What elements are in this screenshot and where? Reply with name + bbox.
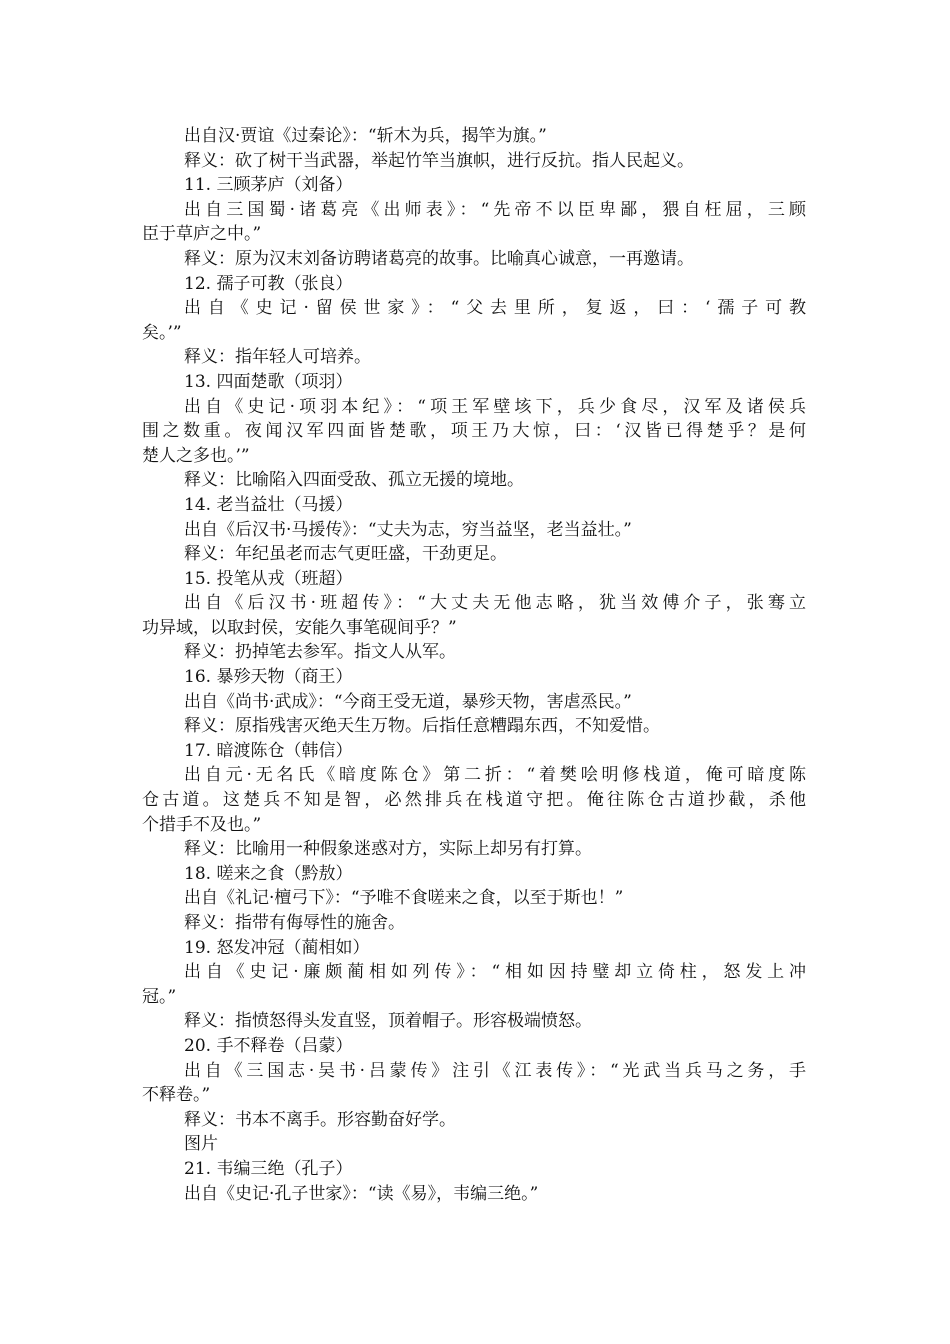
text-line: 出自元·无名氏《暗度陈仓》第二折：“着樊哙明修栈道，俺可暗度陈 xyxy=(184,765,806,786)
text-line: 出自《后汉书·班超传》：“大丈夫无他志略，犹当效傅介子，张骞立 xyxy=(184,593,806,614)
text-line: 释义：原指残害灭绝天生万物。后指任意糟蹋东西，不知爱惜。 xyxy=(184,716,660,737)
text-line: 出自《史记·廉颇蔺相如列传》：“相如因持璧却立倚柱，怒发上冲 xyxy=(184,962,806,983)
document-page xyxy=(142,124,806,1206)
text-line: 释义：比喻陷入四面受敌、孤立无援的境地。 xyxy=(184,470,524,491)
text-line: 出自《史记·孔子世家》：“读《易》，韦编三绝。” xyxy=(184,1183,539,1204)
text-line: 释义：指愤怒得头发直竖，顶着帽子。形容极端愤怒。 xyxy=(184,1011,592,1032)
idiom-heading: 18. 嗟来之食（黔敖） xyxy=(184,863,353,884)
text-line: 功异域，以取封侯，安能久事笔砚间乎？” xyxy=(142,617,457,638)
text-line: 释义：指年轻人可培养。 xyxy=(184,347,371,368)
text-line: 释义：砍了树干当武器，举起竹竿当旗帜，进行反抗。指人民起义。 xyxy=(184,150,694,171)
text-line: 出自《后汉书·马援传》：“丈夫为志，穷当益坚，老当益壮。” xyxy=(184,519,632,540)
text-line: 出自《礼记·檀弓下》：“予唯不食嗟来之食，以至于斯也！” xyxy=(184,888,624,909)
idiom-heading: 15. 投笔从戎（班超） xyxy=(184,568,353,589)
text-line: 个措手不及也。” xyxy=(142,814,262,835)
idiom-heading: 17. 暗渡陈仓（韩信） xyxy=(184,740,353,761)
text-line: 楚人之多也。’” xyxy=(142,445,250,466)
text-line: 出自《史记·项羽本纪》：“项王军壁垓下，兵少食尽，汉军及诸侯兵 xyxy=(184,396,806,417)
text-line: 冠。” xyxy=(142,986,177,1007)
idiom-heading: 14. 老当益壮（马援） xyxy=(184,494,353,515)
image-placeholder-text: 图片 xyxy=(184,1134,218,1155)
text-line: 出自三国蜀·诸葛亮《出师表》：“先帝不以臣卑鄙，猥自枉屈，三顾 xyxy=(184,199,806,220)
text-line: 释义：年纪虽老而志气更旺盛，干劲更足。 xyxy=(184,544,507,565)
text-line: 仓古道。这楚兵不知是智，必然排兵在栈道守把。俺往陈仓古道抄截，杀他 xyxy=(142,790,806,811)
text-line: 释义：指带有侮辱性的施舍。 xyxy=(184,913,405,933)
idiom-heading: 19. 怒发冲冠（蔺相如） xyxy=(184,937,370,958)
text-line: 矣。’” xyxy=(142,322,182,343)
text-line: 释义：书本不离手。形容勤奋好学。 xyxy=(184,1109,456,1130)
idiom-heading: 13. 四面楚歌（项羽） xyxy=(184,371,353,392)
text-line: 释义：比喻用一种假象迷惑对方，实际上却另有打算。 xyxy=(184,839,592,860)
text-line: 出自《史记·留侯世家》：“父去里所，复返，曰：‘孺子可教 xyxy=(184,298,806,319)
text-line: 出自《三国志·吴书·吕蒙传》注引《江表传》：“光武当兵马之务，手 xyxy=(184,1060,806,1081)
idiom-heading: 12. 孺子可教（张良） xyxy=(184,273,353,294)
text-line: 围之数重。夜闻汉军四面皆楚歌，项王乃大惊，曰：‘汉皆已得楚乎？是何 xyxy=(142,421,806,442)
idiom-heading: 16. 暴殄天物（商王） xyxy=(184,667,353,688)
idiom-heading: 11. 三顾茅庐（刘备） xyxy=(184,175,353,196)
idiom-heading: 21. 韦编三绝（孔子） xyxy=(184,1158,353,1179)
text-line: 释义：原为汉末刘备访聘诸葛亮的故事。比喻真心诚意，一再邀请。 xyxy=(184,248,694,269)
text-line: 出自《尚书·武成》：“今商王受无道，暴殄天物，害虐烝民。” xyxy=(184,691,632,712)
idiom-heading: 20. 手不释卷（吕蒙） xyxy=(184,1035,353,1056)
text-line: 臣于草庐之中。” xyxy=(142,224,262,245)
text-line: 不释卷。” xyxy=(142,1085,211,1106)
text-line: 释义：扔掉笔去参军。指文人从军。 xyxy=(184,642,456,663)
text-line: 出自汉·贾谊《过秦论》：“斩木为兵，揭竿为旗。” xyxy=(184,126,547,146)
